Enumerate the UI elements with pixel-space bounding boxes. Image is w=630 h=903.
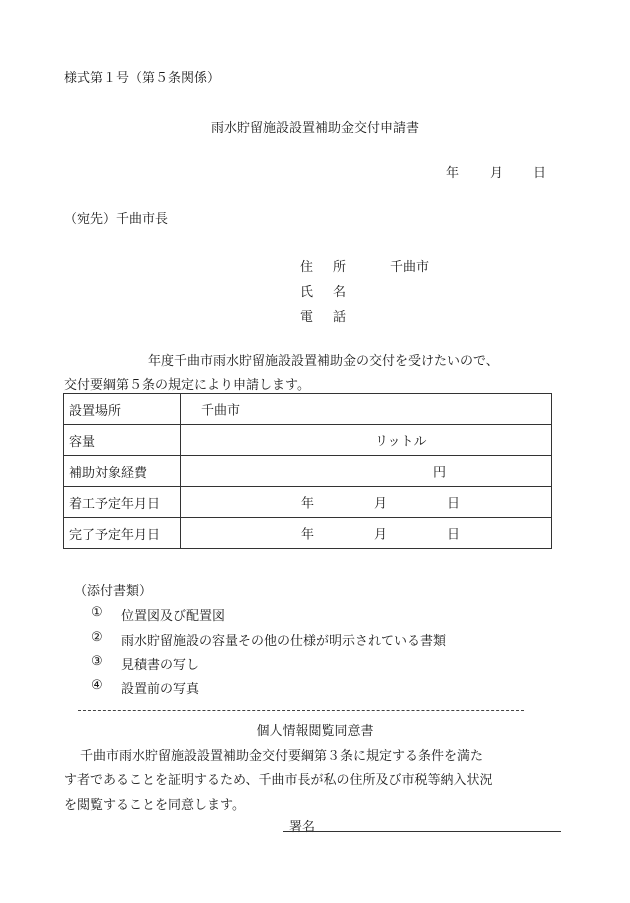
consent-line-2: す者であることを証明するため、千曲市長が私の住所及び市税等納入状況	[64, 773, 493, 788]
applicant-name-label	[300, 281, 346, 300]
completion-date-year: 年	[301, 527, 315, 543]
completion-date-month: 月	[374, 527, 388, 543]
consent-line-3: を閲覧することを同意します。	[64, 798, 245, 813]
start-date-month: 月	[374, 496, 388, 512]
table-row-capacity	[64, 425, 552, 456]
attachment-item: 位置図及び配置図	[121, 609, 226, 624]
name-label-char-1: 氏	[300, 285, 314, 300]
applicant-address-label	[300, 256, 346, 275]
date-day-label: 日	[533, 166, 547, 181]
cost-label: 補助対象経費	[64, 456, 181, 487]
name-label-char-2: 名	[333, 285, 347, 300]
attachment-item: 設置前の写真	[121, 682, 200, 697]
intro-line-1: 年度千曲市雨水貯留施設設置補助金の交付を受けたいので、	[148, 354, 499, 369]
completion-date-value-cell[interactable]	[181, 518, 552, 549]
section-divider	[78, 710, 524, 711]
signature-label: 署名	[289, 820, 316, 835]
attachment-number: ④	[91, 678, 103, 693]
attachment-item: 見積書の写し	[121, 658, 200, 673]
start-date-value-cell[interactable]	[181, 487, 552, 518]
attachment-number: ②	[91, 630, 103, 645]
table-row-completion-date	[64, 518, 552, 549]
intro-line-2: 交付要綱第５条の規定により申請します。	[64, 378, 310, 393]
location-value-cell[interactable]	[181, 394, 552, 425]
application-details-table	[63, 393, 552, 549]
attachment-item: 雨水貯留施設の容量その他の仕様が明示されている書類	[121, 634, 447, 649]
consent-title: 個人情報閲覧同意書	[256, 724, 374, 739]
cost-unit: 円	[433, 465, 447, 481]
start-date-label: 着工予定年月日	[64, 487, 181, 518]
completion-date-label: 完了予定年月日	[64, 518, 181, 549]
location-value: 千曲市	[201, 403, 241, 419]
table-row-location	[64, 394, 552, 425]
signature-line[interactable]	[283, 831, 561, 832]
phone-label-char-2: 話	[333, 310, 347, 325]
start-date-year: 年	[301, 496, 315, 512]
date-month-label: 月	[490, 166, 504, 181]
start-date-day: 日	[447, 496, 461, 512]
form-number: 様式第１号（第５条関係）	[64, 71, 221, 86]
capacity-unit: リットル	[375, 434, 427, 450]
address-label-char-1: 住	[300, 260, 314, 275]
phone-label-char-1: 電	[300, 310, 314, 325]
table-row-start-date	[64, 487, 552, 518]
applicant-phone-label	[300, 306, 346, 325]
attachments-heading: （添付書類）	[74, 584, 153, 599]
capacity-value-cell[interactable]	[181, 425, 552, 456]
document-title: 雨水貯留施設設置補助金交付申請書	[210, 121, 419, 136]
date-year-label: 年	[446, 166, 460, 181]
address-label-char-2: 所	[333, 260, 347, 275]
applicant-address-value: 千曲市	[390, 260, 430, 275]
attachment-number: ①	[91, 605, 103, 620]
consent-line-1: 千曲市雨水貯留施設設置補助金交付要綱第３条に規定する条件を満た	[80, 749, 484, 764]
attachment-number: ③	[91, 654, 103, 669]
cost-value-cell[interactable]	[181, 456, 552, 487]
completion-date-day: 日	[447, 527, 461, 543]
location-label: 設置場所	[64, 394, 181, 425]
table-row-cost	[64, 456, 552, 487]
capacity-label: 容量	[64, 425, 181, 456]
addressee: （宛先）千曲市長	[64, 212, 169, 227]
